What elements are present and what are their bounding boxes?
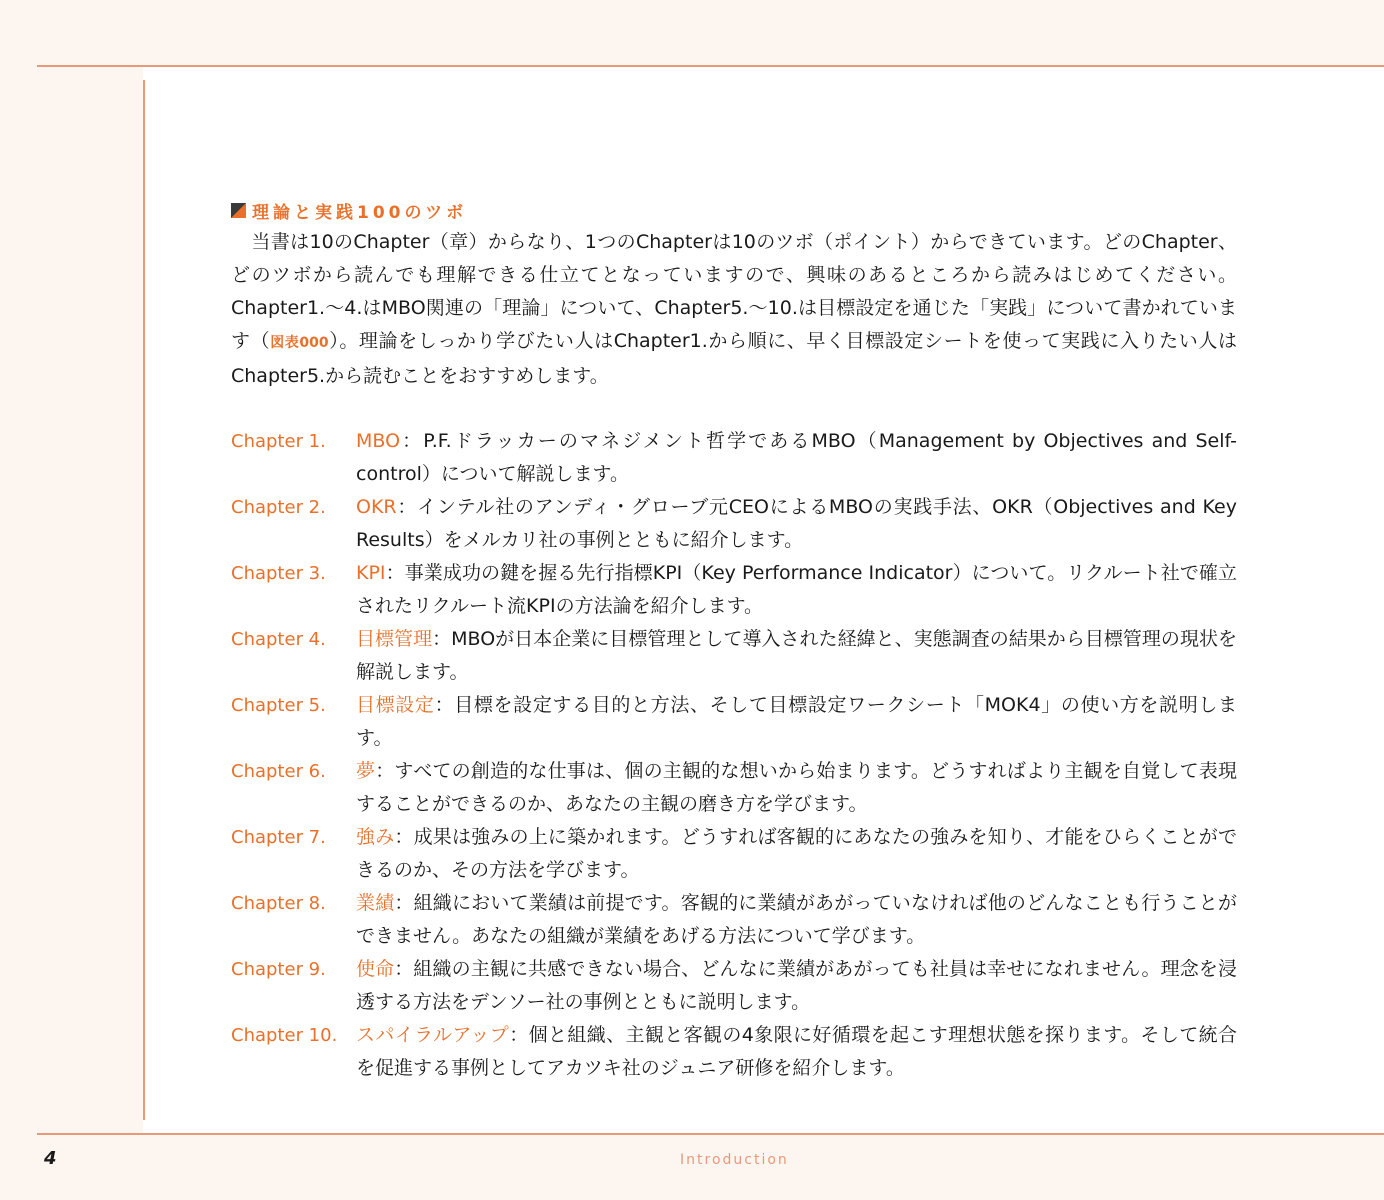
chapter-topic: OKR <box>356 496 397 518</box>
heading-marker-icon <box>231 203 246 218</box>
chapter-description <box>356 689 1237 755</box>
chapter-text: ：成果は強みの上に築かれます。どうすれば客観的にあなたの強みを知り、才能をひらくことができるのか、その方法を学びます。 <box>356 826 1237 881</box>
chapter-label: Chapter 8. <box>231 893 326 914</box>
chapter-text: ：個と組織、主観と客観の4象限に好循環を起こす理想状態を探ります。そして統合を促進する事例としてアカツキ社のジュニア研修を紹介します。 <box>356 1024 1237 1079</box>
chapter-topic: KPI <box>356 562 386 584</box>
chapter-item-8 <box>231 887 1237 953</box>
chapter-topic: 業績 <box>356 892 395 914</box>
chapter-text: ：目標を設定する目的と方法、そして目標設定ワークシート「MOK4」の使い方を説明します。 <box>356 694 1237 749</box>
section-title: 理論と実践100のツボ <box>252 202 468 223</box>
chapter-topic: スパイラルアップ <box>356 1024 510 1046</box>
intro-text-1: 当書は10のChapter（章）からなり、1つのChapterは10のツボ（ポイント）からできています。どのChapter、どのツボから読んでも理解できる仕立てとなっていますので、興味のあるところから読みはじめてください。Chapter1.〜4.はMBO関連の「理論」について、Chapter5.〜10.は目標設定を通じた「実践」について書かれています（ <box>231 231 1237 352</box>
chapter-topic: 目標設定 <box>356 694 435 716</box>
chapter-topic: 強み <box>356 826 395 848</box>
figure-reference: 図表000 <box>270 335 329 351</box>
chapter-item-6 <box>231 755 1237 821</box>
chapter-label: Chapter 7. <box>231 827 326 848</box>
chapter-topic: 夢 <box>356 760 376 782</box>
main-content <box>231 196 1237 1085</box>
chapter-description <box>356 623 1237 689</box>
chapter-label: Chapter 6. <box>231 761 326 782</box>
page-number: 4 <box>44 1148 57 1169</box>
chapter-item-2 <box>231 491 1237 557</box>
chapter-item-1 <box>231 425 1237 491</box>
chapter-list <box>231 425 1237 1085</box>
chapter-item-10 <box>231 1019 1237 1085</box>
chapter-description <box>356 491 1237 557</box>
chapter-topic: 目標管理 <box>356 628 433 650</box>
chapter-label: Chapter 1. <box>231 431 326 452</box>
chapter-item-7 <box>231 821 1237 887</box>
chapter-text: ：MBOが日本企業に目標管理として導入された経緯と、実態調査の結果から目標管理の現状を解説します。 <box>356 628 1237 683</box>
chapter-label: Chapter 5. <box>231 695 326 716</box>
chapter-description <box>356 557 1237 623</box>
chapter-description <box>356 425 1237 491</box>
section-heading <box>231 196 1237 224</box>
chapter-description <box>356 821 1237 887</box>
bottom-rule <box>37 1133 1384 1135</box>
chapter-description <box>356 755 1237 821</box>
chapter-description <box>356 1019 1237 1085</box>
chapter-description <box>356 887 1237 953</box>
chapter-description <box>356 953 1237 1019</box>
chapter-text: ：組織の主観に共感できない場合、どんなに業績があがっても社員は幸せになれません。理念を浸透する方法をデンソー社の事例とともに説明します。 <box>356 958 1237 1013</box>
chapter-item-3 <box>231 557 1237 623</box>
chapter-text: ：事業成功の鍵を握る先行指標KPI（Key Performance Indicator）について。リクルート社で確立されたリクルート流KPIの方法論を紹介します。 <box>356 562 1237 617</box>
chapter-label: Chapter 3. <box>231 563 326 584</box>
intro-text-2: ）。理論をしっかり学びたい人はChapter1.から順に、早く目標設定シートを使って実践に入りたい人はChapter5.から読むことをおすすめします。 <box>231 330 1237 387</box>
chapter-label: Chapter 10. <box>231 1025 338 1046</box>
chapter-label: Chapter 4. <box>231 629 326 650</box>
chapter-text: ：P.F.ドラッカーのマネジメント哲学であるMBO（Management by Objectives and Self-control）について解説します。 <box>356 430 1237 485</box>
chapter-item-5 <box>231 689 1237 755</box>
chapter-text: ：組織において業績は前提です。客観的に業績があがっていなければ他のどんなことも行うことができません。あなたの組織が業績をあげる方法について学びます。 <box>356 892 1237 947</box>
chapter-item-4 <box>231 623 1237 689</box>
margin-line <box>143 80 145 1120</box>
chapter-label: Chapter 9. <box>231 959 326 980</box>
top-rule <box>37 65 1384 67</box>
footer-section-label: Introduction <box>680 1152 789 1168</box>
chapter-text: ：すべての創造的な仕事は、個の主観的な想いから始まります。どうすればより主観を自覚して表現することができるのか、あなたの主観の磨き方を学びます。 <box>356 760 1237 815</box>
chapter-topic: 使命 <box>356 958 395 980</box>
chapter-text: ：インテル社のアンディ・グローブ元CEOによるMBOの実践手法、OKR（Objectives and Key Results）をメルカリ社の事例とともに紹介します。 <box>356 496 1237 551</box>
chapter-item-9 <box>231 953 1237 1019</box>
intro-paragraph <box>231 226 1237 393</box>
chapter-label: Chapter 2. <box>231 497 326 518</box>
chapter-topic: MBO <box>356 430 401 452</box>
